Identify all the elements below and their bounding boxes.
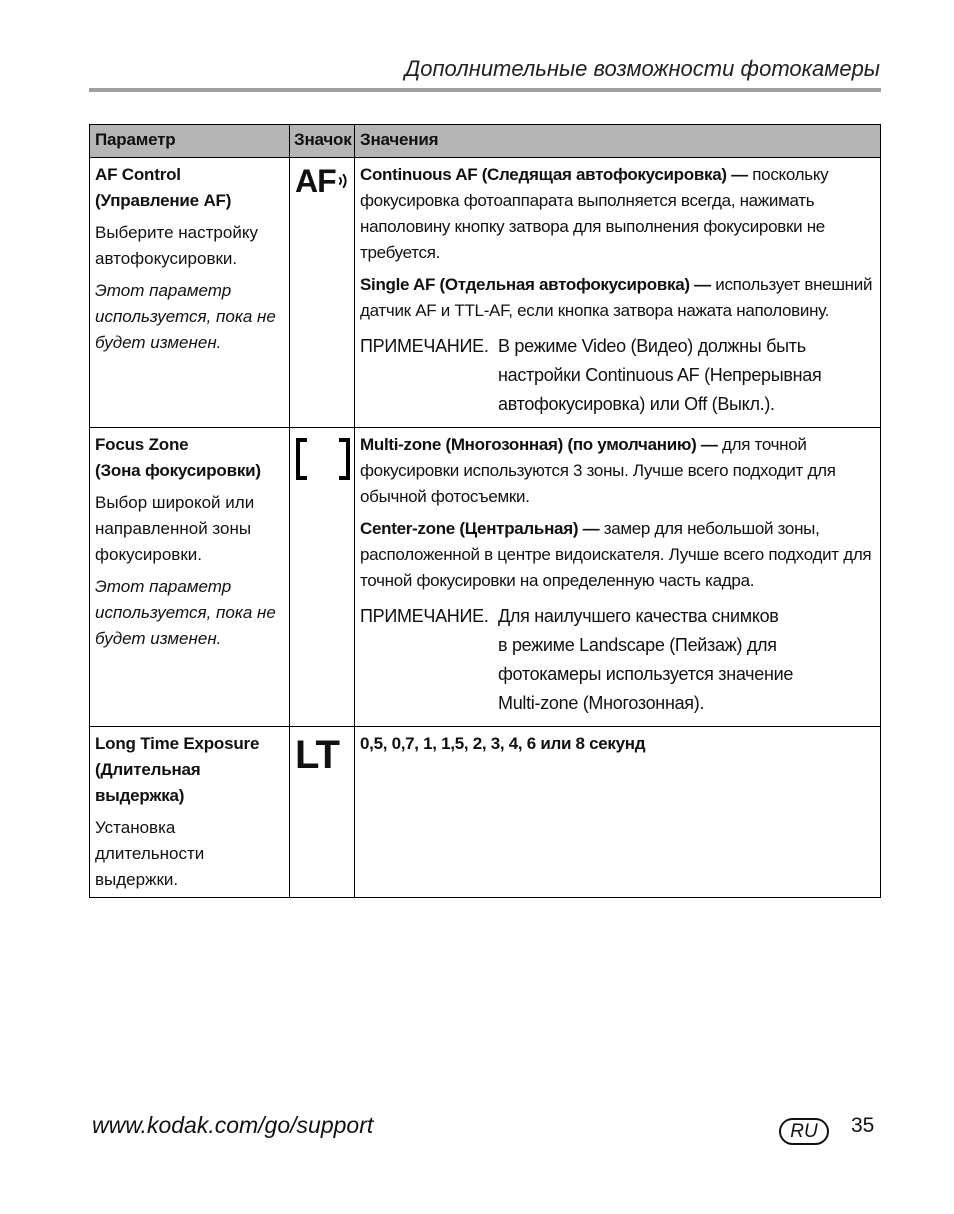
page-header-title: Дополнительные возможности фотокамеры [404,56,880,81]
value-list: 0,5, 0,7, 1, 1,5, 2, 3, 4, 6 или 8 секунд [360,734,646,753]
param-cell [90,158,290,428]
page-number: 35 [851,1114,875,1137]
note-line: фотокамеры используется значение [498,664,794,684]
values-cell [355,158,881,428]
header-icon: Значок [290,125,355,158]
header-values: Значения [355,125,881,158]
param-cell [90,727,290,898]
long-time-exposure-icon: LT [295,733,339,777]
note-line: в режиме Landscape (Пейзаж) для [498,635,777,655]
note-block [360,332,875,419]
parameters-table [89,124,881,898]
param-name: AF Control (Управление AF) [95,165,232,210]
param-italic-note: Этот параметр используется, пока не будет изменен. [95,281,276,352]
table-header-row [90,125,881,158]
language-badge: RU [779,1118,829,1145]
note-label: ПРИМЕЧАНИЕ. [360,336,489,356]
table-row [90,727,881,898]
param-cell [90,428,290,727]
note-line: автофокусировка) или Off (Выкл.). [498,394,775,414]
value-option: Continuous AF (Следящая автофокусировка) — поскольку фокусировка фотоаппарата выполняется всегда, нажимать наполовину кнопку затвора для выполнения фокусировки не требуется. [360,165,829,262]
param-description: Выбор широкой или направленной зоны фокусировки. [95,493,255,564]
focus-zone-icon [295,438,351,480]
values-cell [355,428,881,727]
header-param: Параметр [90,125,290,158]
note-line: настройки Continuous AF (Непрерывная [498,365,822,385]
note-line: В режиме Video (Видео) должны быть [498,336,806,356]
table-row [90,428,881,727]
param-italic-note: Этот параметр используется, пока не будет изменен. [95,577,276,648]
note-line: Для наилучшего качества снимков [498,606,779,626]
header-divider [89,88,881,92]
param-description: Установка длительности выдержки. [95,818,205,889]
footer-url: www.kodak.com/go/support [92,1112,374,1138]
param-name: Focus Zone (Зона фокусировки) [95,435,261,480]
sound-waves-icon [337,166,349,196]
param-description: Выберите настройку автофокусировки. [95,223,258,268]
table-row [90,158,881,428]
icon-cell [290,727,355,898]
note-block [360,602,875,718]
value-option: Single AF (Отдельная автофокусировка) — использует внешний датчик AF и TTL-AF, если кнопка затвора нажата наполовину. [360,275,873,320]
note-line: Multi-zone (Многозонная). [498,693,705,713]
af-control-icon: AF [295,166,349,196]
param-name: Long Time Exposure (Длительная выдержка) [95,734,260,805]
note-label: ПРИМЕЧАНИЕ. [360,606,489,626]
value-option: Multi-zone (Многозонная) (по умолчанию) — для точной фокусировки используются 3 зоны. Лучше всего подходит для обычной фотосъемки. [360,435,836,506]
icon-cell [290,158,355,428]
values-cell [355,727,881,898]
icon-cell [290,428,355,727]
value-option: Center-zone (Центральная) — замер для небольшой зоны, расположенной в центре видоискателя. Лучше всего подходит для точной фокусировки на определенную часть кадра. [360,519,872,590]
